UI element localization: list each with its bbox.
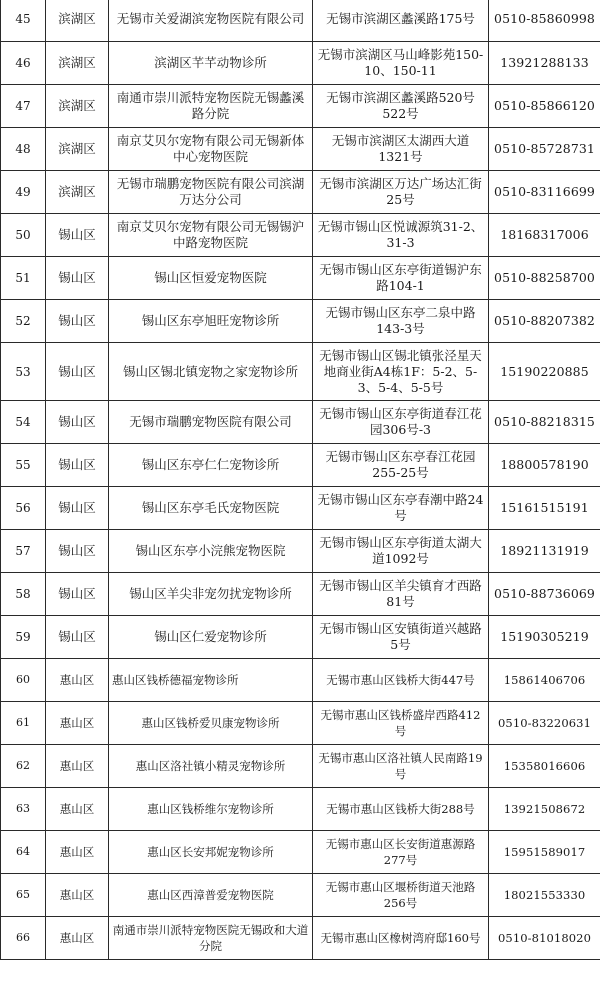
address-cell: 无锡市锡山区东亭街道春江花园306号-3 xyxy=(313,401,489,444)
clinic-name-cell: 锡山区仁爱宠物诊所 xyxy=(109,616,313,659)
table-row xyxy=(1,401,600,444)
phone-cell: 18168317006 xyxy=(489,214,600,257)
row-number: 66 xyxy=(1,917,46,960)
row-number: 62 xyxy=(1,745,46,788)
row-number: 55 xyxy=(1,444,46,487)
clinic-name-cell: 南京艾贝尔宠物有限公司无锡新体中心宠物医院 xyxy=(109,128,313,171)
clinic-name-cell: 惠山区钱桥维尔宠物诊所 xyxy=(109,788,313,831)
address-cell: 无锡市惠山区长安街道惠源路277号 xyxy=(313,831,489,874)
district-cell: 惠山区 xyxy=(46,659,109,702)
phone-cell: 18800578190 xyxy=(489,444,600,487)
row-number: 47 xyxy=(1,85,46,128)
row-number: 45 xyxy=(1,0,46,42)
phone-cell: 0510-88258700 xyxy=(489,257,600,300)
address-cell: 无锡市锡山区东亭春江花园255-25号 xyxy=(313,444,489,487)
row-number: 50 xyxy=(1,214,46,257)
address-cell: 无锡市锡山区东亭春潮中路24号 xyxy=(313,487,489,530)
district-cell: 锡山区 xyxy=(46,530,109,573)
table-row xyxy=(1,530,600,573)
row-number: 61 xyxy=(1,702,46,745)
address-cell: 无锡市锡山区锡北镇张泾星天地商业街A4栋1F：5-2、5-3、5-4、5-5号 xyxy=(313,343,489,401)
table-row xyxy=(1,616,600,659)
clinic-name-cell: 锡山区锡北镇宠物之家宠物诊所 xyxy=(109,343,313,401)
phone-cell: 18921131919 xyxy=(489,530,600,573)
phone-cell: 15161515191 xyxy=(489,487,600,530)
phone-cell: 15861406706 xyxy=(489,659,600,702)
row-number: 65 xyxy=(1,874,46,917)
clinic-name-cell: 无锡市瑞鹏宠物医院有限公司滨湖万达分公司 xyxy=(109,171,313,214)
row-number: 51 xyxy=(1,257,46,300)
phone-cell: 0510-83116699 xyxy=(489,171,600,214)
district-cell: 滨湖区 xyxy=(46,128,109,171)
phone-cell: 13921288133 xyxy=(489,42,600,85)
row-number: 49 xyxy=(1,171,46,214)
district-cell: 锡山区 xyxy=(46,257,109,300)
clinic-name-cell: 惠山区洛社镇小精灵宠物诊所 xyxy=(109,745,313,788)
district-cell: 锡山区 xyxy=(46,487,109,530)
row-number: 56 xyxy=(1,487,46,530)
address-cell: 无锡市惠山区橡树湾府邸160号 xyxy=(313,917,489,960)
address-cell: 无锡市惠山区钱桥大街288号 xyxy=(313,788,489,831)
district-cell: 锡山区 xyxy=(46,573,109,616)
district-cell: 锡山区 xyxy=(46,214,109,257)
row-number: 58 xyxy=(1,573,46,616)
phone-cell: 15358016606 xyxy=(489,745,600,788)
address-cell: 无锡市滨湖区蠡溪路520号522号 xyxy=(313,85,489,128)
table-row xyxy=(1,659,600,702)
clinic-name-cell: 惠山区西漳普爱宠物医院 xyxy=(109,874,313,917)
district-cell: 惠山区 xyxy=(46,831,109,874)
clinic-name-cell: 惠山区钱桥德福宠物诊所 xyxy=(109,659,313,702)
row-number: 53 xyxy=(1,343,46,401)
phone-cell: 13921508672 xyxy=(489,788,600,831)
district-cell: 惠山区 xyxy=(46,788,109,831)
district-cell: 滨湖区 xyxy=(46,85,109,128)
phone-cell: 0510-88207382 xyxy=(489,300,600,343)
table-row xyxy=(1,257,600,300)
district-cell: 惠山区 xyxy=(46,702,109,745)
table-row xyxy=(1,831,600,874)
district-cell: 滨湖区 xyxy=(46,0,109,42)
phone-cell: 0510-88218315 xyxy=(489,401,600,444)
address-cell: 无锡市惠山区堰桥街道天池路256号 xyxy=(313,874,489,917)
row-number: 63 xyxy=(1,788,46,831)
table-row xyxy=(1,85,600,128)
table-row xyxy=(1,487,600,530)
table-row xyxy=(1,300,600,343)
address-cell: 无锡市滨湖区马山峰影苑150-10、150-11 xyxy=(313,42,489,85)
clinic-name-cell: 南京艾贝尔宠物有限公司无锡锡沪中路宠物医院 xyxy=(109,214,313,257)
row-number: 46 xyxy=(1,42,46,85)
phone-cell: 0510-83220631 xyxy=(489,702,600,745)
address-cell: 无锡市锡山区羊尖镇育才西路81号 xyxy=(313,573,489,616)
clinic-name-cell: 锡山区羊尖非宠勿扰宠物诊所 xyxy=(109,573,313,616)
district-cell: 锡山区 xyxy=(46,300,109,343)
phone-cell: 15190220885 xyxy=(489,343,600,401)
district-cell: 锡山区 xyxy=(46,401,109,444)
pet-clinic-table-body xyxy=(1,0,600,960)
phone-cell: 15951589017 xyxy=(489,831,600,874)
table-row xyxy=(1,917,600,960)
phone-cell: 0510-85860998 xyxy=(489,0,600,42)
row-number: 60 xyxy=(1,659,46,702)
table-row xyxy=(1,702,600,745)
table-row xyxy=(1,874,600,917)
row-number: 48 xyxy=(1,128,46,171)
clinic-name-cell: 锡山区恒爱宠物医院 xyxy=(109,257,313,300)
district-cell: 滨湖区 xyxy=(46,42,109,85)
table-row xyxy=(1,573,600,616)
clinic-name-cell: 锡山区东亭毛氏宠物医院 xyxy=(109,487,313,530)
row-number: 52 xyxy=(1,300,46,343)
phone-cell: 0510-85866120 xyxy=(489,85,600,128)
clinic-name-cell: 南通市崇川派特宠物医院无锡蠡溪路分院 xyxy=(109,85,313,128)
phone-cell: 0510-81018020 xyxy=(489,917,600,960)
table-row xyxy=(1,214,600,257)
address-cell: 无锡市滨湖区太湖西大道1321号 xyxy=(313,128,489,171)
clinic-name-cell: 锡山区东亭小浣熊宠物医院 xyxy=(109,530,313,573)
phone-cell: 0510-85728731 xyxy=(489,128,600,171)
table-row xyxy=(1,444,600,487)
table-row xyxy=(1,171,600,214)
row-number: 57 xyxy=(1,530,46,573)
table-row xyxy=(1,343,600,401)
clinic-name-cell: 惠山区钱桥爱贝康宠物诊所 xyxy=(109,702,313,745)
district-cell: 滨湖区 xyxy=(46,171,109,214)
row-number: 54 xyxy=(1,401,46,444)
district-cell: 锡山区 xyxy=(46,444,109,487)
address-cell: 无锡市惠山区钱桥盛岸西路412号 xyxy=(313,702,489,745)
address-cell: 无锡市锡山区安镇街道兴越路5号 xyxy=(313,616,489,659)
district-cell: 锡山区 xyxy=(46,616,109,659)
clinic-name-cell: 无锡市关爱湖滨宠物医院有限公司 xyxy=(109,0,313,42)
district-cell: 惠山区 xyxy=(46,917,109,960)
phone-cell: 0510-88736069 xyxy=(489,573,600,616)
address-cell: 无锡市锡山区东亭街道锡沪东路104-1 xyxy=(313,257,489,300)
phone-cell: 18021553330 xyxy=(489,874,600,917)
clinic-name-cell: 锡山区东亭仁仁宠物诊所 xyxy=(109,444,313,487)
district-cell: 锡山区 xyxy=(46,343,109,401)
address-cell: 无锡市惠山区洛社镇人民南路19号 xyxy=(313,745,489,788)
address-cell: 无锡市滨湖区万达广场达汇街25号 xyxy=(313,171,489,214)
district-cell: 惠山区 xyxy=(46,745,109,788)
table-row xyxy=(1,745,600,788)
clinic-name-cell: 无锡市瑞鹏宠物医院有限公司 xyxy=(109,401,313,444)
row-number: 59 xyxy=(1,616,46,659)
clinic-name-cell: 惠山区长安邦妮宠物诊所 xyxy=(109,831,313,874)
table-row xyxy=(1,0,600,42)
table-row xyxy=(1,788,600,831)
table-row xyxy=(1,128,600,171)
phone-cell: 15190305219 xyxy=(489,616,600,659)
address-cell: 无锡市惠山区钱桥大街447号 xyxy=(313,659,489,702)
table-row xyxy=(1,42,600,85)
district-cell: 惠山区 xyxy=(46,874,109,917)
clinic-name-cell: 锡山区东亭旭旺宠物诊所 xyxy=(109,300,313,343)
clinic-name-cell: 南通市崇川派特宠物医院无锡政和大道分院 xyxy=(109,917,313,960)
clinic-name-cell: 滨湖区芊芊动物诊所 xyxy=(109,42,313,85)
row-number: 64 xyxy=(1,831,46,874)
address-cell: 无锡市锡山区东亭二泉中路143-3号 xyxy=(313,300,489,343)
address-cell: 无锡市锡山区悦诚源筑31-2、31-3 xyxy=(313,214,489,257)
address-cell: 无锡市滨湖区蠡溪路175号 xyxy=(313,0,489,42)
address-cell: 无锡市锡山区东亭街道太湖大道1092号 xyxy=(313,530,489,573)
